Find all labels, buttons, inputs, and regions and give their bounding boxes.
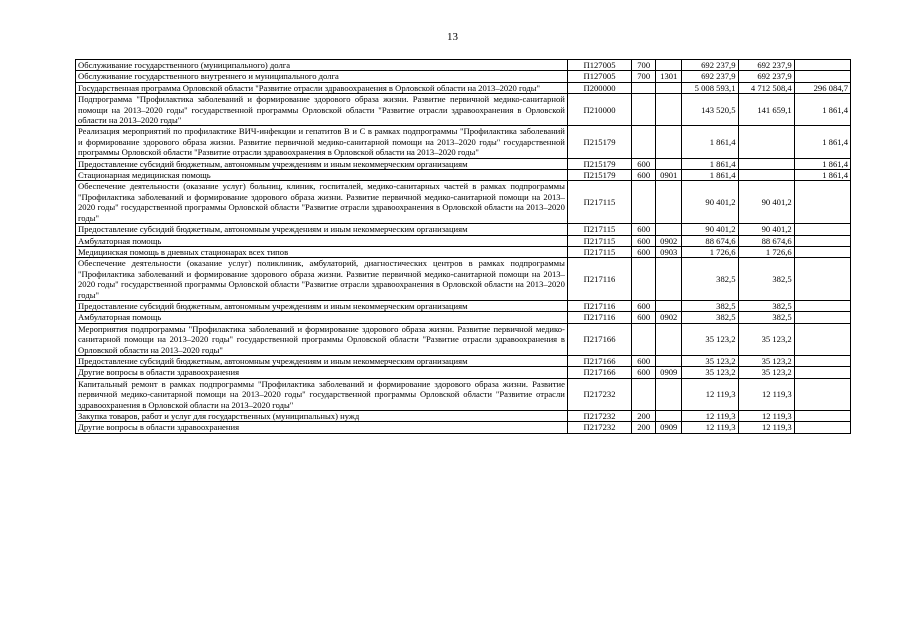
row-expense-type-cell xyxy=(632,323,656,355)
table-row xyxy=(76,422,851,433)
table-row xyxy=(76,367,851,378)
row-name-cell: Предоставление субсидий бюджетным, автономным учреждениям и иным некоммерческим организациям xyxy=(76,300,568,311)
row-name-cell: Предоставление субсидий бюджетным, автономным учреждениям и иным некоммерческим организациям xyxy=(76,355,568,366)
table-row xyxy=(76,258,851,301)
row-expense-type-cell: 700 xyxy=(632,71,656,82)
row-name-cell: Государственная программа Орловской области "Развитие отрасли здравоохранения в Орловской области на 2013–2020 годы" xyxy=(76,82,568,93)
row-sum-own-cell: 692 237,9 xyxy=(738,60,794,71)
row-name-cell: Другие вопросы в области здравоохранения xyxy=(76,422,568,433)
row-sum-federal-cell xyxy=(794,71,850,82)
row-target-article-cell: П217166 xyxy=(567,323,631,355)
table-row xyxy=(76,300,851,311)
row-name-cell: Другие вопросы в области здравоохранения xyxy=(76,367,568,378)
row-sum-own-cell: 35 123,2 xyxy=(738,323,794,355)
row-sum-federal-cell xyxy=(794,181,850,224)
table-row xyxy=(76,224,851,235)
row-expense-type-cell xyxy=(632,126,656,158)
table-row xyxy=(76,170,851,181)
row-expense-type-cell: 600 xyxy=(632,300,656,311)
row-sum-total-cell: 1 861,4 xyxy=(682,170,738,181)
table-row xyxy=(76,82,851,93)
row-section-cell: 0902 xyxy=(656,312,682,323)
row-sum-federal-cell xyxy=(794,258,850,301)
row-sum-own-cell xyxy=(738,170,794,181)
row-sum-own-cell: 12 119,3 xyxy=(738,422,794,433)
row-sum-total-cell: 1 726,6 xyxy=(682,246,738,257)
row-sum-own-cell: 141 659,1 xyxy=(738,94,794,126)
row-section-cell: 0903 xyxy=(656,246,682,257)
table-row xyxy=(76,158,851,169)
table-row xyxy=(76,181,851,224)
row-section-cell: 0909 xyxy=(656,422,682,433)
row-expense-type-cell: 200 xyxy=(632,411,656,422)
row-sum-total-cell: 35 123,2 xyxy=(682,323,738,355)
row-target-article-cell: П127005 xyxy=(567,60,631,71)
row-name-cell: Подпрограмма "Профилактика заболеваний и формирование здорового образа жизни. Развитие первичной медико-санитарной помощи на 2013–2020 годы" государственной программы Орловской области "Развитие отрасли здравоохранения в Орловской области на 2013–2020 годы" xyxy=(76,94,568,126)
row-name-cell: Стационарная медицинская помощь xyxy=(76,170,568,181)
row-target-article-cell: П217115 xyxy=(567,246,631,257)
row-target-article-cell: П217232 xyxy=(567,411,631,422)
row-name-cell: Предоставление субсидий бюджетным, автономным учреждениям и иным некоммерческим организациям xyxy=(76,224,568,235)
table-row xyxy=(76,411,851,422)
row-target-article-cell: П215179 xyxy=(567,170,631,181)
row-target-article-cell: П217116 xyxy=(567,258,631,301)
row-sum-own-cell: 1 726,6 xyxy=(738,246,794,257)
row-sum-total-cell: 1 861,4 xyxy=(682,126,738,158)
row-section-cell xyxy=(656,82,682,93)
row-sum-own-cell: 35 123,2 xyxy=(738,367,794,378)
table-row xyxy=(76,71,851,82)
row-sum-federal-cell: 296 084,7 xyxy=(794,82,850,93)
row-section-cell xyxy=(656,94,682,126)
row-target-article-cell: П215179 xyxy=(567,158,631,169)
row-target-article-cell: П217115 xyxy=(567,224,631,235)
row-sum-total-cell: 35 123,2 xyxy=(682,355,738,366)
row-sum-federal-cell xyxy=(794,367,850,378)
row-section-cell xyxy=(656,181,682,224)
row-sum-total-cell: 12 119,3 xyxy=(682,411,738,422)
row-sum-total-cell: 692 237,9 xyxy=(682,71,738,82)
row-sum-federal-cell: 1 861,4 xyxy=(794,170,850,181)
row-sum-federal-cell xyxy=(794,246,850,257)
row-sum-own-cell: 35 123,2 xyxy=(738,355,794,366)
row-sum-federal-cell xyxy=(794,323,850,355)
row-sum-federal-cell xyxy=(794,378,850,410)
row-expense-type-cell: 600 xyxy=(632,170,656,181)
row-section-cell xyxy=(656,258,682,301)
row-section-cell xyxy=(656,60,682,71)
row-target-article-cell: П200000 xyxy=(567,82,631,93)
row-sum-own-cell: 88 674,6 xyxy=(738,235,794,246)
budget-table xyxy=(75,59,851,434)
row-sum-own-cell: 12 119,3 xyxy=(738,411,794,422)
row-sum-federal-cell xyxy=(794,60,850,71)
table-row xyxy=(76,60,851,71)
row-target-article-cell: П215179 xyxy=(567,126,631,158)
row-name-cell: Амбулаторная помощь xyxy=(76,235,568,246)
row-target-article-cell: П217232 xyxy=(567,378,631,410)
row-sum-own-cell: 382,5 xyxy=(738,300,794,311)
row-expense-type-cell: 600 xyxy=(632,355,656,366)
row-target-article-cell: П217115 xyxy=(567,181,631,224)
row-sum-own-cell: 4 712 508,4 xyxy=(738,82,794,93)
row-name-cell: Обеспечение деятельности (оказание услуг) больниц, клиник, госпиталей, медико-санитарных частей в рамках подпрограммы "Профилактика заболеваний и формирование здорового образа жизни. Развитие первичной медико-санитарной помощи на 2013–2020 годы" государственной программы Орловской области "Развитие отрасли здравоохранения в Орловской области на 2013–2020 годы" xyxy=(76,181,568,224)
budget-table-body xyxy=(76,60,851,434)
row-expense-type-cell xyxy=(632,258,656,301)
row-expense-type-cell: 600 xyxy=(632,312,656,323)
table-row xyxy=(76,323,851,355)
row-section-cell: 0909 xyxy=(656,367,682,378)
row-name-cell: Реализация мероприятий по профилактике ВИЧ-инфекции и гепатитов В и С в рамках подпрограммы "Профилактика заболеваний и формирование здорового образа жизни. Развитие первичной медико-санитарной помощи на 2013–2020 годы" государственной программы Орловской области "Развитие отрасли здравоохранения в Орловской области на 2013–2020 годы" xyxy=(76,126,568,158)
row-sum-total-cell: 382,5 xyxy=(682,312,738,323)
row-sum-federal-cell xyxy=(794,422,850,433)
row-expense-type-cell: 600 xyxy=(632,246,656,257)
row-sum-federal-cell xyxy=(794,235,850,246)
row-target-article-cell: П127005 xyxy=(567,71,631,82)
row-sum-federal-cell xyxy=(794,312,850,323)
row-sum-own-cell: 382,5 xyxy=(738,312,794,323)
row-section-cell xyxy=(656,158,682,169)
row-name-cell: Капитальный ремонт в рамках подпрограммы "Профилактика заболеваний и формирование здорового образа жизни. Развитие первичной медико-санитарной помощи на 2013–2020 годы" государственной программы Орловской области "Развитие отрасли здравоохранения в Орловской области на 2013–2020 годы" xyxy=(76,378,568,410)
row-sum-federal-cell xyxy=(794,355,850,366)
row-sum-federal-cell: 1 861,4 xyxy=(794,126,850,158)
row-sum-total-cell: 692 237,9 xyxy=(682,60,738,71)
row-name-cell: Медицинская помощь в дневных стационарах всех типов xyxy=(76,246,568,257)
table-row xyxy=(76,246,851,257)
row-target-article-cell: П217166 xyxy=(567,355,631,366)
row-sum-own-cell: 382,5 xyxy=(738,258,794,301)
row-section-cell: 0902 xyxy=(656,235,682,246)
row-target-article-cell: П217115 xyxy=(567,235,631,246)
row-sum-federal-cell xyxy=(794,224,850,235)
row-sum-total-cell: 90 401,2 xyxy=(682,181,738,224)
row-sum-federal-cell xyxy=(794,411,850,422)
row-name-cell: Обслуживание государственного внутреннего и муниципального долга xyxy=(76,71,568,82)
table-row xyxy=(76,126,851,158)
table-row xyxy=(76,355,851,366)
row-sum-own-cell: 12 119,3 xyxy=(738,378,794,410)
row-sum-total-cell: 1 861,4 xyxy=(682,158,738,169)
row-section-cell xyxy=(656,224,682,235)
row-sum-total-cell: 35 123,2 xyxy=(682,367,738,378)
row-sum-own-cell: 692 237,9 xyxy=(738,71,794,82)
row-target-article-cell: П217116 xyxy=(567,300,631,311)
table-row xyxy=(76,235,851,246)
row-section-cell xyxy=(656,378,682,410)
row-target-article-cell: П210000 xyxy=(567,94,631,126)
row-target-article-cell: П217166 xyxy=(567,367,631,378)
row-section-cell xyxy=(656,300,682,311)
row-name-cell: Обслуживание государственного (муниципального) долга xyxy=(76,60,568,71)
row-target-article-cell: П217116 xyxy=(567,312,631,323)
row-section-cell xyxy=(656,355,682,366)
row-expense-type-cell: 600 xyxy=(632,367,656,378)
row-expense-type-cell: 600 xyxy=(632,158,656,169)
row-section-cell xyxy=(656,126,682,158)
row-expense-type-cell: 700 xyxy=(632,60,656,71)
table-row xyxy=(76,94,851,126)
row-sum-federal-cell: 1 861,4 xyxy=(794,94,850,126)
row-sum-federal-cell: 1 861,4 xyxy=(794,158,850,169)
row-section-cell: 1301 xyxy=(656,71,682,82)
row-sum-own-cell xyxy=(738,126,794,158)
row-expense-type-cell: 600 xyxy=(632,224,656,235)
row-sum-total-cell: 382,5 xyxy=(682,258,738,301)
row-sum-own-cell xyxy=(738,158,794,169)
row-sum-total-cell: 90 401,2 xyxy=(682,224,738,235)
table-row xyxy=(76,378,851,410)
row-sum-total-cell: 12 119,3 xyxy=(682,378,738,410)
row-expense-type-cell xyxy=(632,94,656,126)
row-expense-type-cell: 200 xyxy=(632,422,656,433)
row-expense-type-cell: 600 xyxy=(632,235,656,246)
row-sum-own-cell: 90 401,2 xyxy=(738,181,794,224)
page-number: 13 xyxy=(447,31,458,43)
row-name-cell: Мероприятия подпрограммы "Профилактика заболеваний и формирование здорового образа жизни. Развитие первичной медико-санитарной помощи на 2013–2020 годы" государственной программы Орловской области "Развитие отрасли здравоохранения в Орловской области на 2013–2020 годы" xyxy=(76,323,568,355)
row-section-cell: 0901 xyxy=(656,170,682,181)
row-section-cell xyxy=(656,323,682,355)
row-expense-type-cell xyxy=(632,181,656,224)
row-sum-federal-cell xyxy=(794,300,850,311)
row-sum-total-cell: 5 008 593,1 xyxy=(682,82,738,93)
row-name-cell: Предоставление субсидий бюджетным, автономным учреждениям и иным некоммерческим организациям xyxy=(76,158,568,169)
row-name-cell: Закупка товаров, работ и услуг для государственных (муниципальных) нужд xyxy=(76,411,568,422)
row-section-cell xyxy=(656,411,682,422)
row-expense-type-cell xyxy=(632,378,656,410)
row-sum-total-cell: 143 520,5 xyxy=(682,94,738,126)
row-name-cell: Обеспечение деятельности (оказание услуг) поликлиник, амбулаторий, диагностических центров в рамках подпрограммы "Профилактика заболеваний и формирование здорового образа жизни. Развитие первичной медико-санитарной помощи на 2013–2020 годы" государственной программы Орловской области "Развитие отрасли здравоохранения в Орловской области на 2013–2020 годы" xyxy=(76,258,568,301)
row-sum-total-cell: 382,5 xyxy=(682,300,738,311)
row-sum-own-cell: 90 401,2 xyxy=(738,224,794,235)
row-sum-total-cell: 88 674,6 xyxy=(682,235,738,246)
row-expense-type-cell xyxy=(632,82,656,93)
row-target-article-cell: П217232 xyxy=(567,422,631,433)
table-row xyxy=(76,312,851,323)
row-name-cell: Амбулаторная помощь xyxy=(76,312,568,323)
row-sum-total-cell: 12 119,3 xyxy=(682,422,738,433)
